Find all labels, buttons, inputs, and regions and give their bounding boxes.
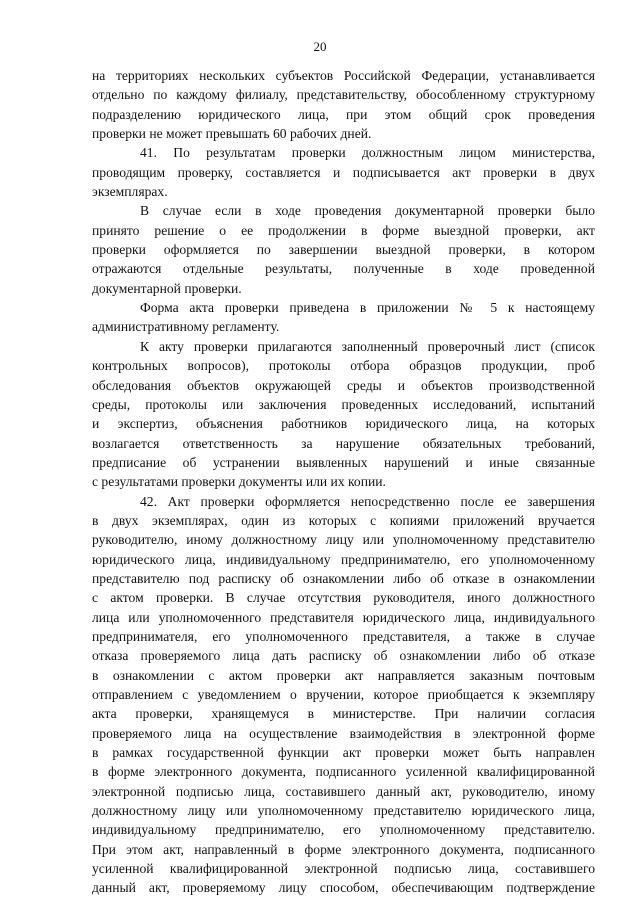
- text-line: на территориях нескольких субъектов Российской Федерации, устанавливается: [92, 68, 595, 83]
- text-line: проверки оформляется по завершении выездной проверки, в котором: [92, 242, 595, 258]
- text-line: возлагается ответственность за нарушение обязательных требований,: [92, 435, 595, 451]
- text-line: отправлением с уведомлением о вручении, которое приобщается к экземпляру: [92, 687, 595, 702]
- text-line: В случае если в ходе проведения документарной проверки было: [140, 203, 595, 219]
- text-line: контрольных вопросов), протоколы отбора образцов продукции, проб: [92, 358, 595, 374]
- text-line: акта проверки, хранящемуся в министерстве. При наличии согласия: [92, 706, 595, 722]
- text-line: предписание об устранении выявленных нарушений и иные связанные: [92, 454, 595, 470]
- text-line: предпринимателя, его уполномоченного представителя, а также в случае: [92, 628, 595, 644]
- text-line: в двух экземплярах, один из которых с копиями приложений вручается: [92, 512, 595, 528]
- text-line: в форме электронного документа, подписанного усиленной квалифицированной: [92, 764, 595, 780]
- text-line: и экспертиз, объяснения работников юридического лица, на которых: [92, 416, 595, 432]
- text-line: данный акт, проверяемому лицу способом, обеспечивающим подтверждение: [92, 880, 595, 896]
- text-line: должностному лицу или уполномоченному представителю юридического лица,: [92, 803, 595, 819]
- text-line: лица или уполномоченного представителя юридического лица, индивидуального: [92, 609, 595, 625]
- text-line: подразделению юридического лица, при этом общий срок проведения: [92, 106, 595, 122]
- text-line: в рамках государственной функции акт проверки может быть направлен: [92, 745, 595, 761]
- text-line: отказа проверяемого лица дать расписку об ознакомлении либо об отказе: [92, 648, 595, 664]
- text-line: отражаются отдельные результаты, полученные в ходе проведенной: [92, 261, 595, 277]
- text-line: обследования объектов окружающей среды и объектов производственной: [92, 377, 595, 393]
- text-line: 41. По результатам проверки должностным лицом министерства,: [140, 145, 595, 161]
- text-line: представителю под расписку об ознакомлении либо об отказе в ознакомлении: [92, 570, 595, 586]
- text-line: усиленной квалифицированной электронной подписью лица, составившего: [92, 861, 595, 877]
- text-line: индивидуальному предпринимателю, его уполномоченному представителю.: [92, 822, 595, 838]
- text-line: отдельно по каждому филиалу, представительству, обособленному структурному: [92, 87, 595, 103]
- text-line: среды, протоколы или заключения проведенных исследований, испытаний: [92, 396, 595, 412]
- text-line: проводящим проверку, составляется и подписывается акт проверки в двух: [92, 164, 595, 180]
- text-line: Форма акта проверки приведена в приложении № 5 к настоящему: [140, 300, 595, 316]
- text-line: К акту проверки прилагаются заполненный проверочный лист (список: [140, 338, 595, 354]
- text-line: руководителю, иному должностному лицу или уполномоченному представителю: [92, 532, 595, 548]
- text-line: экземплярах.: [92, 184, 168, 200]
- text-line: 42. Акт проверки оформляется непосредственно после ее завершения: [140, 493, 595, 509]
- text-line: юридического лица, индивидуальному предпринимателю, его уполномоченному: [92, 551, 595, 567]
- text-line: с актом проверки. В случае отсутствия руководителя, иного должностного: [92, 590, 595, 606]
- page-number: 20: [313, 39, 327, 54]
- text-line: При этом акт, направленный в форме электронного документа, подписанного: [92, 841, 595, 857]
- text-line: документарной проверки.: [92, 280, 242, 296]
- text-line: электронной подписью лица, составившего данный акт, руководителю, иному: [92, 783, 595, 799]
- text-line: проверки не может превышать 60 рабочих дней.: [92, 126, 372, 142]
- text-line: с результатами проверки документы или их копии.: [92, 474, 386, 490]
- document-text-body: [92, 66, 595, 898]
- text-line: в ознакомлении с актом проверки акт направляется заказным почтовым: [92, 667, 595, 683]
- text-line: административному регламенту.: [92, 319, 280, 335]
- text-line: проверяемого лица на осуществление взаимодействия в электронной форме: [92, 725, 595, 741]
- text-line: принято решение о ее продолжении в форме выездной проверки, акт: [92, 222, 595, 238]
